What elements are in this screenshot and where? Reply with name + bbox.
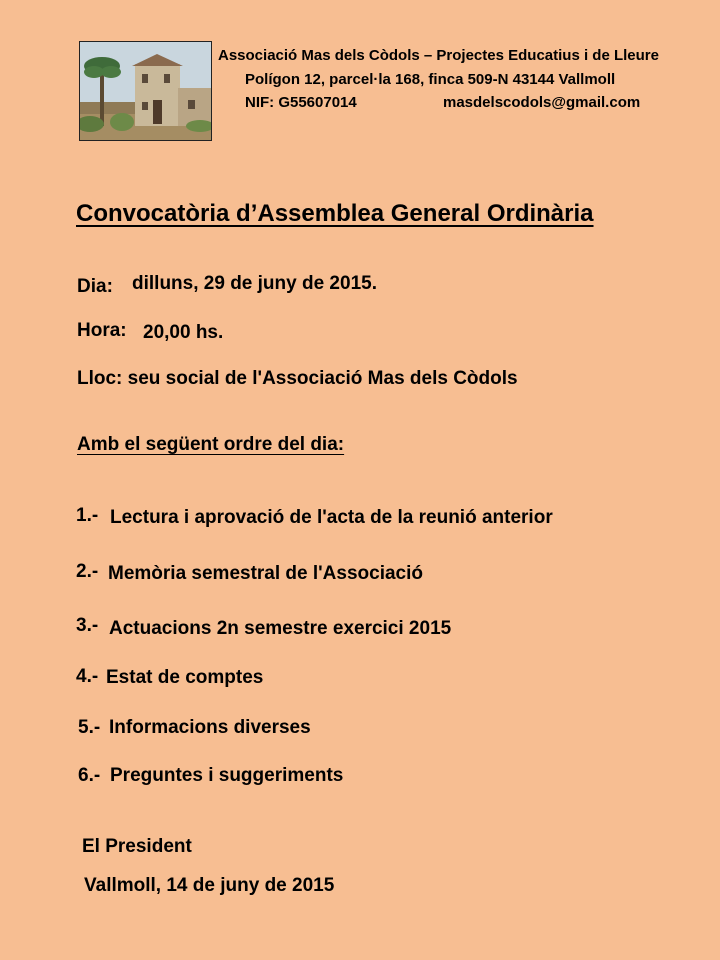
agenda-item-2-number: 2.- bbox=[76, 561, 99, 582]
agenda-item-1-text: Lectura i aprovació de l'acta de la reunió anterior bbox=[110, 507, 553, 528]
day-label: Dia: bbox=[77, 276, 113, 297]
signature-role: El President bbox=[82, 836, 192, 857]
association-nif: NIF: G55607014 bbox=[245, 94, 357, 111]
meeting-place: Lloc: seu social de l'Associació Mas dels Còdols bbox=[77, 368, 518, 389]
farmhouse-photo bbox=[79, 41, 212, 141]
agenda-item-5-number: 5.- bbox=[78, 717, 101, 738]
agenda-item-5-text: Informacions diverses bbox=[109, 717, 311, 738]
signature-place-date: Vallmoll, 14 de juny de 2015 bbox=[84, 875, 335, 896]
association-name: Associació Mas dels Còdols – Projectes Educatius i de Lleure bbox=[218, 47, 659, 64]
agenda-item-6-number: 6.- bbox=[78, 765, 101, 786]
association-email: masdelscodols@gmail.com bbox=[443, 94, 641, 111]
agenda-item-2-text: Memòria semestral de l'Associació bbox=[108, 563, 423, 584]
agenda-item-6-text: Preguntes i suggeriments bbox=[110, 765, 344, 786]
agenda-heading: Amb el següent ordre del dia: bbox=[77, 434, 345, 455]
agenda-item-1-number: 1.- bbox=[76, 505, 99, 526]
time-value: 20,00 hs. bbox=[143, 322, 224, 343]
time-label: Hora: bbox=[77, 320, 127, 341]
association-address: Polígon 12, parcel·la 168, finca 509-N 43144 Vallmoll bbox=[245, 71, 616, 88]
agenda-item-3-number: 3.- bbox=[76, 615, 99, 636]
agenda-item-4-text: Estat de comptes bbox=[106, 667, 264, 688]
agenda-item-3-text: Actuacions 2n semestre exercici 2015 bbox=[109, 618, 452, 639]
page-title: Convocatòria d’Assemblea General Ordinària bbox=[76, 200, 594, 227]
agenda-item-4-number: 4.- bbox=[76, 666, 99, 687]
day-value: dilluns, 29 de juny de 2015. bbox=[132, 273, 377, 294]
